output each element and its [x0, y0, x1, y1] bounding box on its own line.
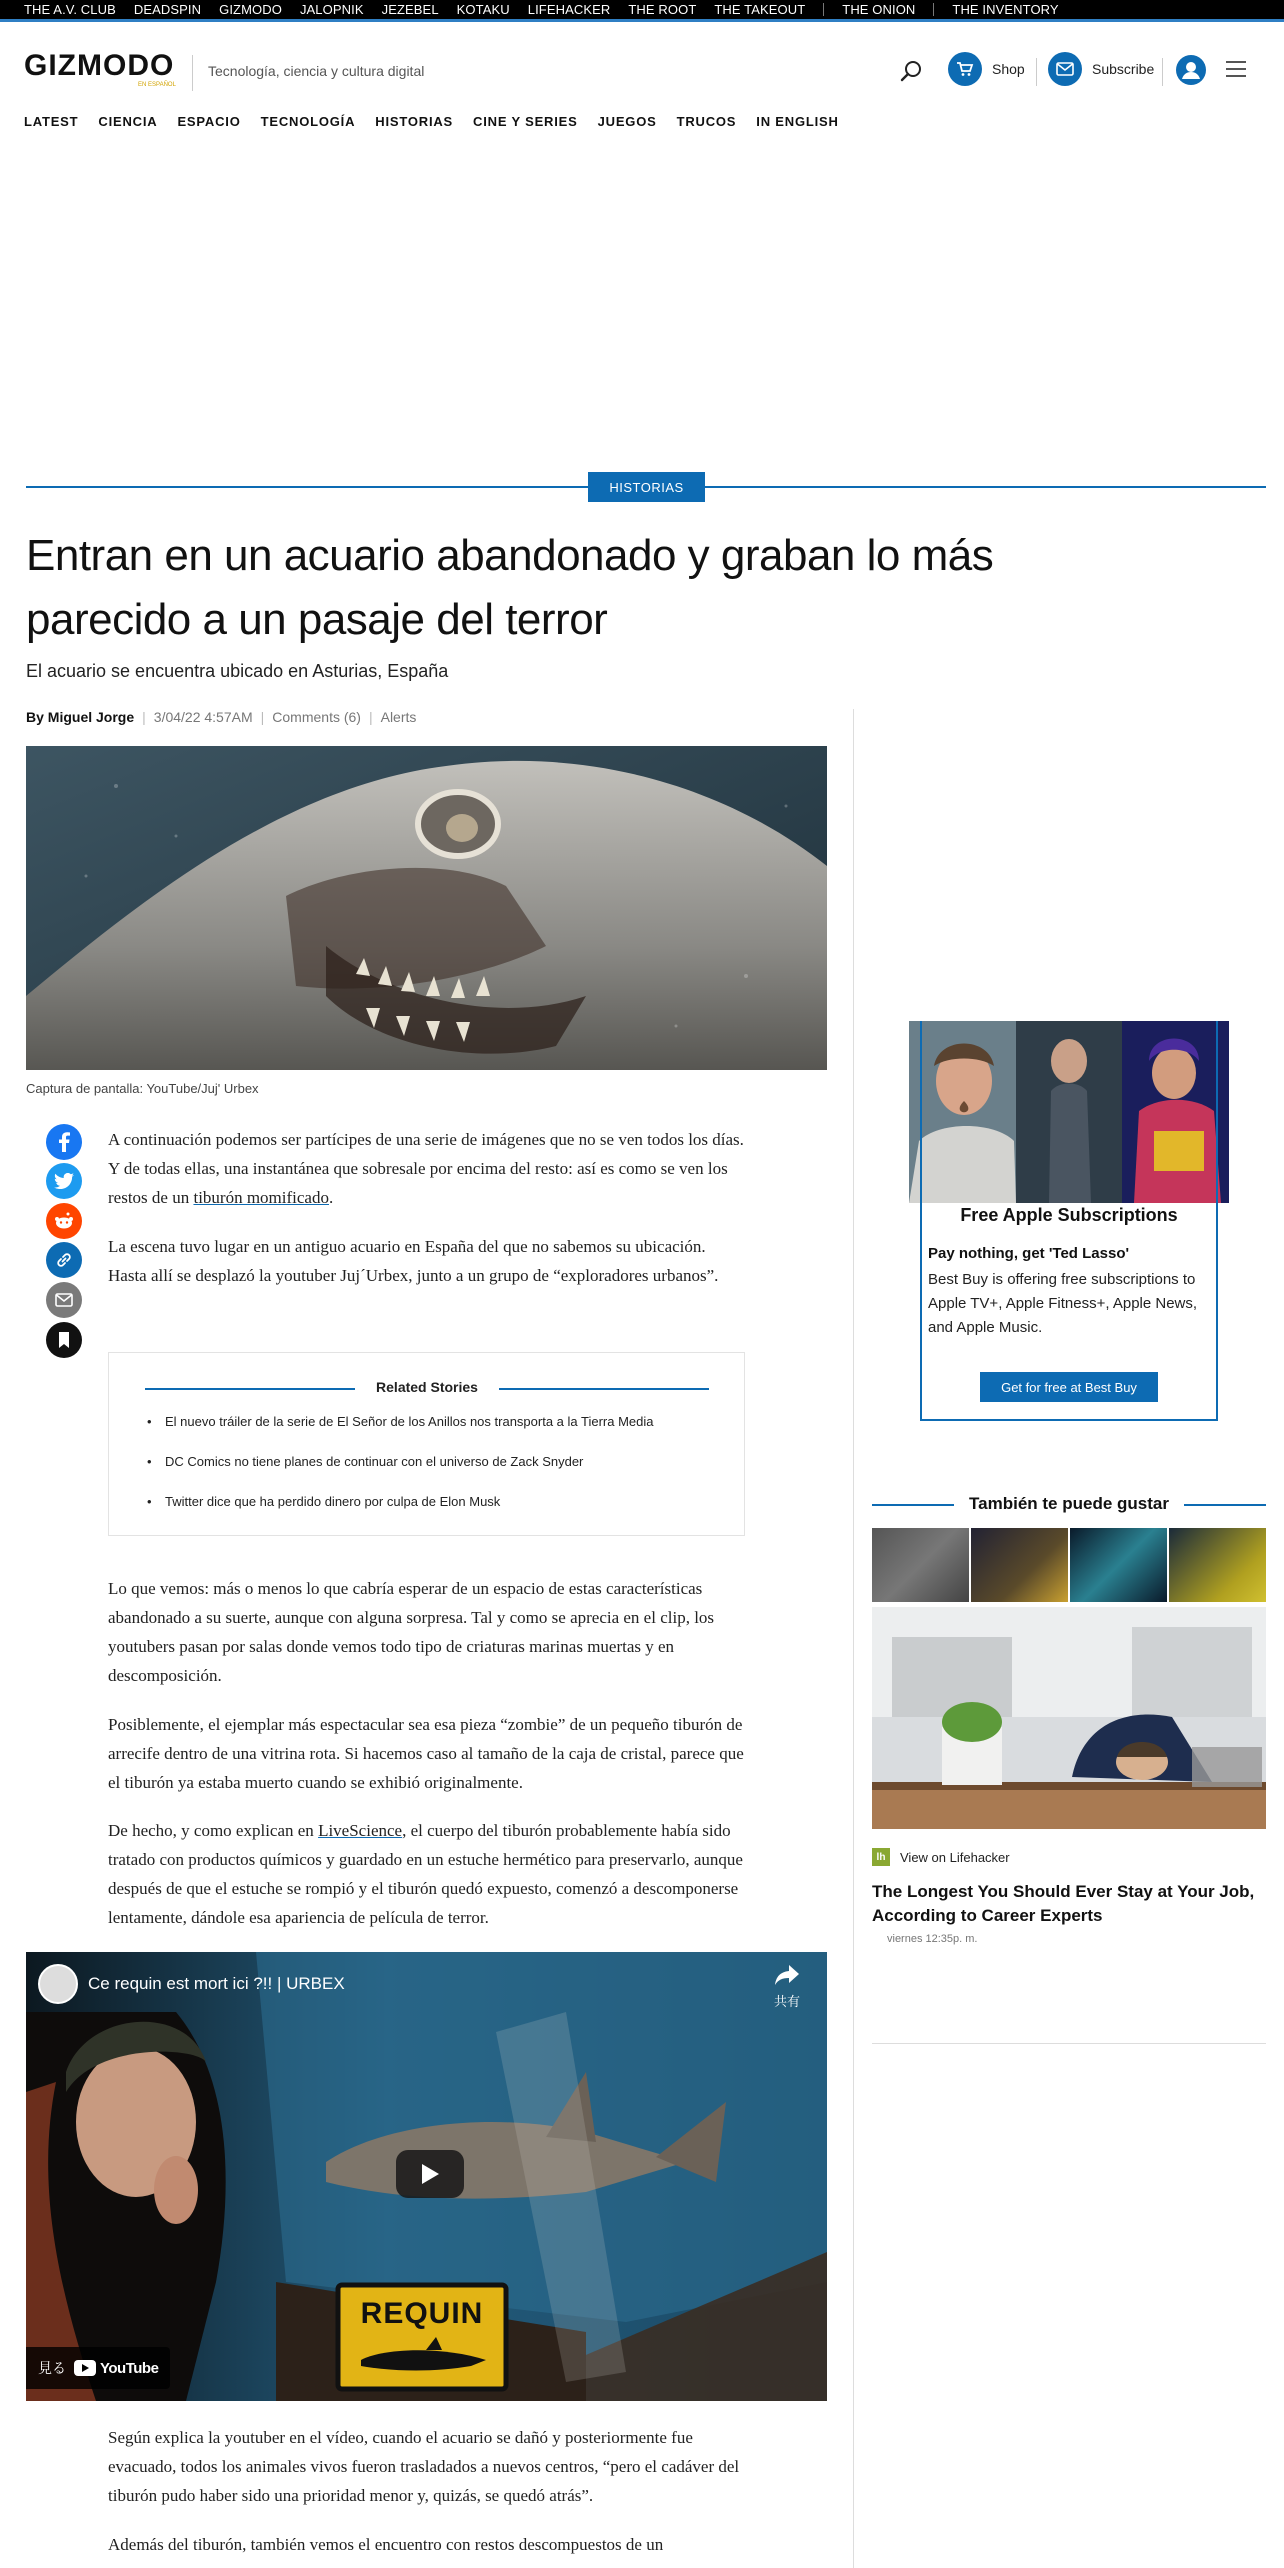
paragraph-text: A continuación podemos ser partícipes de una serie de imágenes que no se ven todos los días. Y de todas ellas, una instantánea que sobresale por encima del resto: así es como se ven los restos de un: [108, 1130, 744, 1207]
header-divider: [1162, 58, 1163, 86]
article-title: Entran en un acuario abandonado y graban lo más parecido a un pasaje del terror: [26, 531, 994, 644]
network-link-takeout[interactable]: THE TAKEOUT: [714, 2, 806, 17]
facebook-share-icon[interactable]: [46, 1124, 82, 1160]
related-story-link[interactable]: • DC Comics no tiene planes de continuar con el universo de Zack Snyder: [165, 1447, 653, 1487]
play-icon: [420, 2163, 440, 2185]
nav-cine-series[interactable]: CINE Y SERIES: [473, 114, 578, 129]
network-link-avclub[interactable]: THE A.V. CLUB: [24, 2, 116, 17]
publish-date: 3/04/22 4:57AM: [153, 709, 253, 725]
also-like-title: También te puede gustar: [969, 1494, 1169, 1513]
sign-text: REQUIN: [360, 2297, 484, 2330]
lifehacker-logo-icon: lh: [872, 1848, 890, 1866]
related-stories-box: [108, 1352, 745, 1536]
watch-on-youtube[interactable]: [26, 2347, 170, 2389]
related-stories-title: Related Stories: [376, 1379, 478, 1395]
divider: [872, 2043, 1266, 2044]
network-link-deadspin[interactable]: DEADSPIN: [133, 2, 202, 17]
byline-separator: |: [260, 709, 265, 725]
reddit-share-icon[interactable]: [46, 1203, 82, 1239]
article-paragraph: Posiblemente, el ejemplar más espectacular sea esa pieza “zombie” de un pequeño tiburón de arrecife dentro de una vitrina rota. Si hacemos caso al tamaño de la caja de cristal, parece que el tiburón ya estaba muerto cuando se exhibió originalmente.: [108, 1715, 744, 1792]
related-stories-list: [165, 1407, 653, 1527]
network-link-gizmodo[interactable]: GIZMODO: [219, 2, 282, 17]
also-like-header: [872, 1494, 1266, 1516]
alerts-link[interactable]: Alerts: [380, 709, 417, 725]
related-stories-header: [145, 1379, 709, 1399]
youtube-logo-icon: [74, 2360, 96, 2376]
logo-subtitle: EN ESPAÑOL: [138, 82, 176, 88]
article-paragraph: Además del tiburón, también vemos el encuentro con restos descompuestos de un: [108, 2535, 664, 2554]
network-link-jezebel[interactable]: JEZEBEL: [381, 2, 439, 17]
network-link-jalopnik[interactable]: JALOPNIK: [299, 2, 364, 17]
watch-on-label: 見る: [38, 2360, 66, 2376]
search-icon[interactable]: [900, 59, 924, 83]
subscribe-button[interactable]: [1048, 52, 1154, 86]
also-like-image[interactable]: [872, 1607, 1266, 1829]
video-share-button[interactable]: [762, 1964, 812, 2010]
network-link-kotaku[interactable]: KOTAKU: [456, 2, 510, 17]
nav-latest[interactable]: LATEST: [24, 114, 79, 129]
thumbnail[interactable]: [1070, 1528, 1167, 1602]
site-tagline: Tecnología, ciencia y cultura digital: [208, 63, 425, 79]
shop-label: Shop: [992, 61, 1025, 77]
paragraph-text: De hecho, y como explican en: [108, 1821, 319, 1840]
copy-link-icon[interactable]: [46, 1242, 82, 1278]
article-paragraph: [108, 1125, 748, 1212]
also-like-headline[interactable]: The Longest You Should Ever Stay at Your Job, According to Career Experts: [872, 1882, 1255, 1925]
channel-avatar[interactable]: [38, 1964, 78, 2004]
category-tag[interactable]: HISTORIAS: [588, 472, 705, 502]
nav-espacio[interactable]: ESPACIO: [177, 114, 241, 129]
section-nav: [24, 114, 859, 129]
ad-cta-button[interactable]: Get for free at Best Buy: [980, 1372, 1158, 1402]
thumbnail[interactable]: [971, 1528, 1068, 1602]
article-subtitle: El acuario se encuentra ubicado en Asturias, España: [26, 661, 449, 681]
cart-icon: [948, 52, 982, 86]
youtube-wordmark: YouTube: [100, 2359, 159, 2377]
livescience-link[interactable]: LiveScience: [318, 1821, 403, 1840]
site-header: [0, 25, 1284, 115]
tiburon-momificado-link[interactable]: tiburón momificado: [193, 1188, 329, 1207]
source-link[interactable]: [872, 1848, 1010, 1866]
byline-separator: |: [142, 709, 146, 725]
source-label: View on Lifehacker: [900, 1849, 1010, 1865]
article-paragraph: Según explica la youtuber en el vídeo, cuando el acuario se dañó y posteriormente fue evacuado, todos los animales vivos fueron trasladados a nuevos centros, “pero el cadáver del tiburón pudo haber sido una prioridad menor y, quizás, se quedó atrás”.: [108, 2428, 740, 2505]
youtube-video-embed[interactable]: [26, 1952, 827, 2401]
ad-body: Best Buy is offering free subscriptions to Apple TV+, Apple Fitness+, Apple News, and Apple Music.: [928, 1271, 1198, 1336]
author-link[interactable]: By Miguel Jorge: [26, 709, 135, 725]
network-link-inventory[interactable]: THE INVENTORY: [952, 2, 1059, 17]
twitter-share-icon[interactable]: [46, 1163, 82, 1199]
ad-title[interactable]: Free Apple Subscriptions: [960, 1205, 1178, 1225]
paragraph-text: , el cuerpo del tiburón probablemente había sido tratado con productos químicos y guardado en un estuche hermético para preservarlo, aunque después de que el estuche se rompió y el tiburón quedó expuesto, comenzó a descomponerse lentamente, dándole esa apariencia de película de terror.: [108, 1821, 743, 1927]
nav-ciencia[interactable]: CIENCIA: [98, 114, 158, 129]
header-divider: [1036, 58, 1037, 86]
shop-button[interactable]: [948, 52, 1025, 86]
play-button[interactable]: [396, 2150, 464, 2198]
share-label: 共有: [773, 1994, 800, 2009]
paragraph-text: .: [328, 1188, 334, 1207]
user-account-icon[interactable]: [1176, 55, 1206, 85]
thumbnail[interactable]: [1169, 1528, 1266, 1602]
network-divider: [933, 3, 934, 16]
image-caption: Captura de pantalla: YouTube/Juj' Urbex: [26, 1081, 259, 1096]
article-paragraph: Lo que vemos: más o menos lo que cabría esperar de un espacio de estas características abandonado a su suerte, aunque con alguna sorpresa. Tal y como se aprecia en el clip, los youtubers pasan por salas donde vemos todo tipo de criaturas marinas muertas y en descomposición.: [108, 1579, 715, 1685]
article-paragraph: [108, 1816, 748, 1932]
nav-in-english[interactable]: IN ENGLISH: [756, 114, 839, 129]
bookmark-icon[interactable]: [46, 1322, 82, 1358]
nav-juegos[interactable]: JUEGOS: [597, 114, 657, 129]
comments-link[interactable]: Comments (6): [272, 709, 361, 725]
byline-separator: |: [368, 709, 373, 725]
header-divider: [192, 55, 193, 91]
nav-historias[interactable]: HISTORIAS: [375, 114, 454, 129]
also-like-thumbnails: [872, 1528, 1266, 1602]
thumbnail[interactable]: [872, 1528, 969, 1602]
hamburger-menu-icon[interactable]: [1226, 61, 1246, 79]
related-story-link[interactable]: • Twitter dice que ha perdido dinero por culpa de Elon Musk: [165, 1487, 653, 1527]
also-like-timestamp: viernes 12:35p. m.: [887, 1933, 978, 1945]
mail-icon: [1048, 52, 1082, 86]
byline: [26, 709, 416, 725]
related-story-link[interactable]: • El nuevo tráiler de la serie de El Señor de los Anillos nos transporta a la Tierra Media: [165, 1407, 653, 1447]
network-divider: [823, 3, 824, 16]
share-arrow-icon: [774, 1964, 800, 1986]
article-paragraph: La escena tuvo lugar en un antiguo acuario en España del que no sabemos su ubicación. Hasta allí se desplazó la youtuber Juj´Urbex, junto a un grupo de “exploradores urbanos”.: [108, 1237, 719, 1285]
subscribe-label: Subscribe: [1092, 61, 1155, 77]
nav-trucos[interactable]: TRUCOS: [676, 114, 737, 129]
ad-subtitle: Pay nothing, get 'Ted Lasso': [928, 1245, 1130, 1262]
network-link-onion[interactable]: THE ONION: [842, 2, 916, 17]
email-share-icon[interactable]: [46, 1282, 82, 1318]
column-divider: [853, 709, 854, 2568]
network-bar: [0, 0, 1284, 22]
nav-tecnologia[interactable]: TECNOLOGÍA: [260, 114, 356, 129]
hero-image: [26, 746, 827, 1070]
network-link-theroot[interactable]: THE ROOT: [628, 2, 697, 17]
network-link-lifehacker[interactable]: LIFEHACKER: [527, 2, 611, 17]
video-title[interactable]: Ce requin est mort ici ?!! | URBEX: [88, 1974, 345, 1993]
site-logo[interactable]: GIZMODO: [24, 49, 175, 82]
